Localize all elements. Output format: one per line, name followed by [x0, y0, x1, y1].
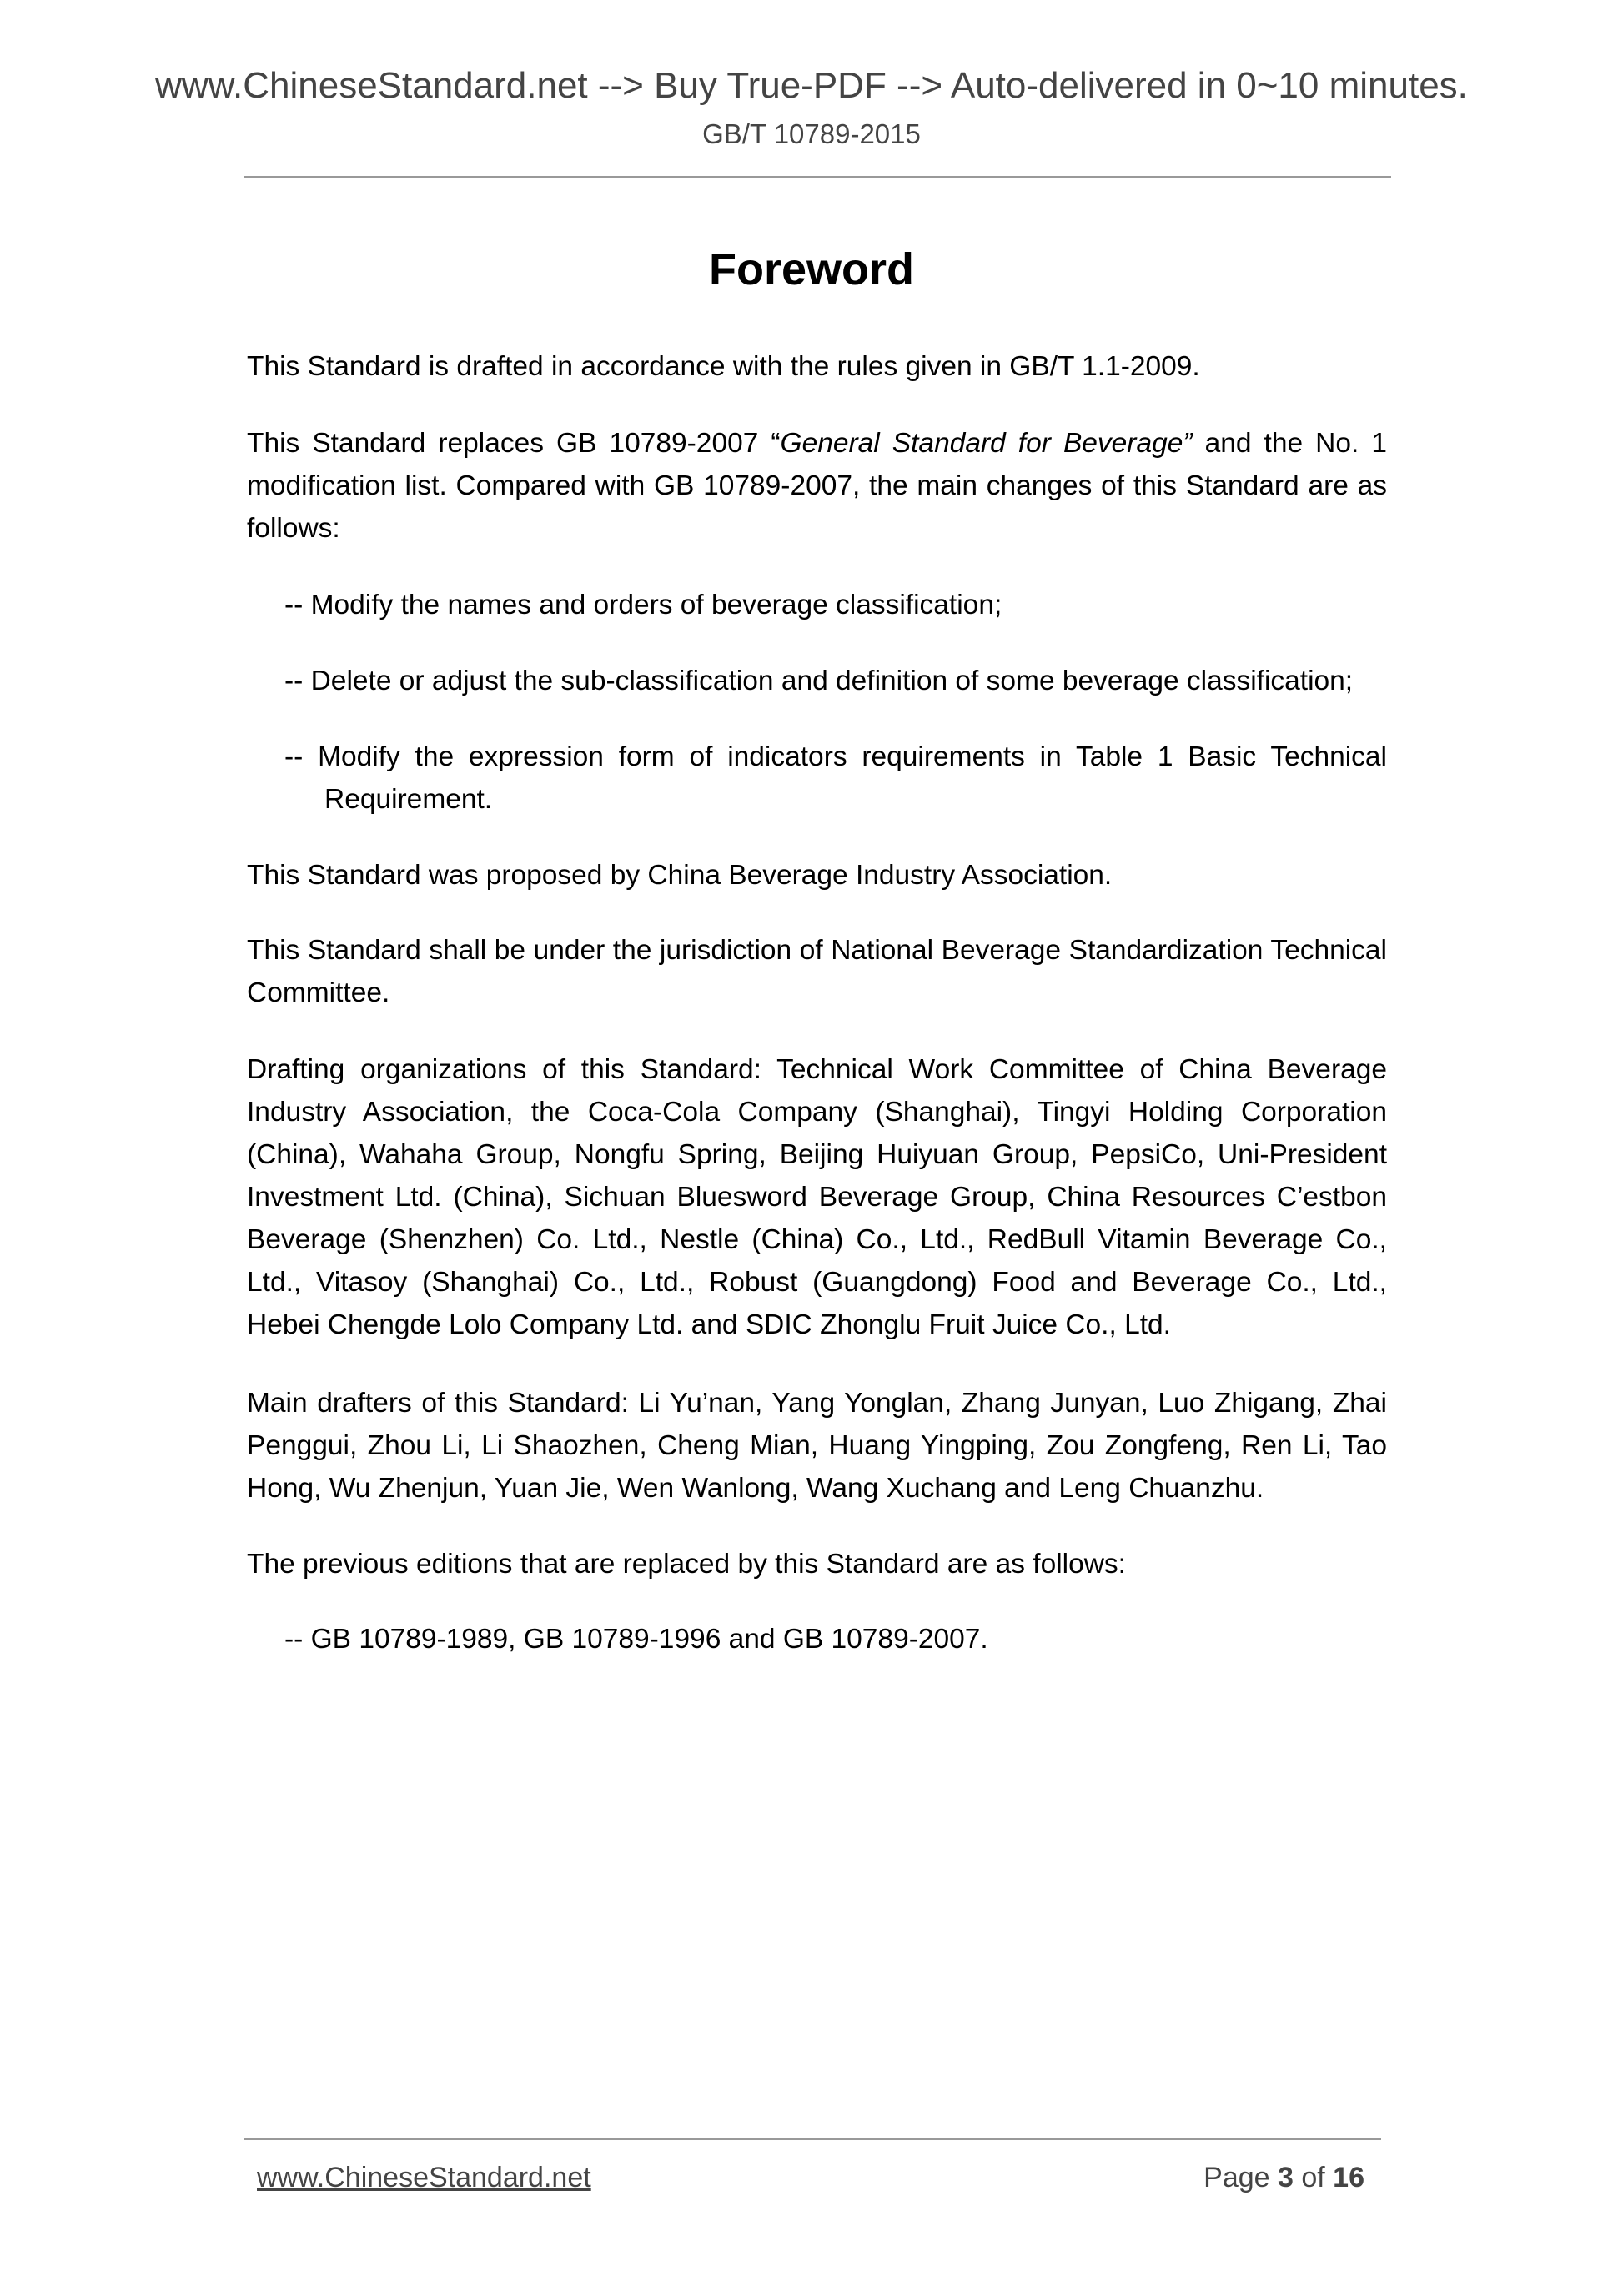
header-banner: www.ChineseStandard.net --> Buy True-PDF --> Auto-delivered in 0~10 minutes. [155, 65, 1468, 106]
page-of: of [1293, 2162, 1334, 2193]
replaces-text-a: This Standard replaces GB 10789-2007 “ [247, 428, 781, 459]
paragraph-previous-editions: The previous editions that are replaced by this Standard are as follows: [247, 1549, 1126, 1580]
paragraph-main-drafters: Main drafters of this Standard: Li Yu’nan, Yang Yonglan, Zhang Junyan, Luo Zhigang, Zhai Penggui, Zhou Li, Li Shaozhen, Cheng Mian, Huang Yingping, Zou Zongfeng, Ren Li, Tao Hong, Wu Zhenjun, Yuan Jie, Wen Wanlong, Wang Xuchang and Leng Chuanzhu. [247, 1388, 1387, 1504]
paragraph-proposed-by: This Standard was proposed by China Beverage Industry Association. [247, 860, 1113, 891]
footer-divider [244, 2138, 1381, 2140]
page-title: Foreword [708, 244, 914, 294]
list-item: -- GB 10789-1989, GB 10789-1996 and GB 10789-2007. [284, 1624, 988, 1655]
paragraph-drafting-rules: This Standard is drafted in accordance with the rules given in GB/T 1.1-2009. [247, 351, 1200, 382]
list-item: -- Modify the expression form of indicators requirements in Table 1 Basic Technical Requirement. [284, 741, 1387, 815]
header-divider [244, 176, 1391, 178]
paragraph-replaces [247, 422, 1387, 550]
footer-website-link[interactable]: www.ChineseStandard.net [257, 2162, 591, 2193]
page-total: 16 [1333, 2162, 1364, 2193]
replaces-text-b: and the No. 1 modification list. Compared with GB 10789-2007, the main changes of this Standard are as follows: [247, 428, 1387, 544]
paragraph-jurisdiction: This Standard shall be under the jurisdiction of National Beverage Standardization Technical Committee. [247, 935, 1387, 1008]
replaced-standard-title: General Standard for Beverage” [780, 428, 1193, 459]
paragraph-drafting-organizations: Drafting organizations of this Standard: Technical Work Committee of China Beverage Industry Association, the Coca-Cola Company (Shanghai), Tingyi Holding Corporation (China), Wahaha Group, Nongfu Spring, Beijing Huiyuan Group, PepsiCo, Uni-President Investment Ltd. (China), Sichuan Bluesword Beverage Group, China Resources C’estbon Beverage (Shenzhen) Co. Ltd., Nestle (China) Co., Ltd., RedBull Vitamin Beverage Co., Ltd., Vitasoy (Shanghai) Co., Ltd., Robust (Guangdong) Food and Beverage Co., Ltd., Hebei Chengde Lolo Company Ltd. and SDIC Zhonglu Fruit Juice Co., Ltd. [247, 1054, 1387, 1340]
standard-code: GB/T 10789-2015 [702, 118, 921, 149]
page-prefix: Page [1203, 2162, 1278, 2193]
page-number [1203, 2162, 1364, 2194]
list-item: -- Modify the names and orders of beverage classification; [284, 590, 1002, 620]
list-item: -- Delete or adjust the sub-classification and definition of some beverage classification; [284, 666, 1354, 696]
page-current: 3 [1278, 2162, 1294, 2193]
